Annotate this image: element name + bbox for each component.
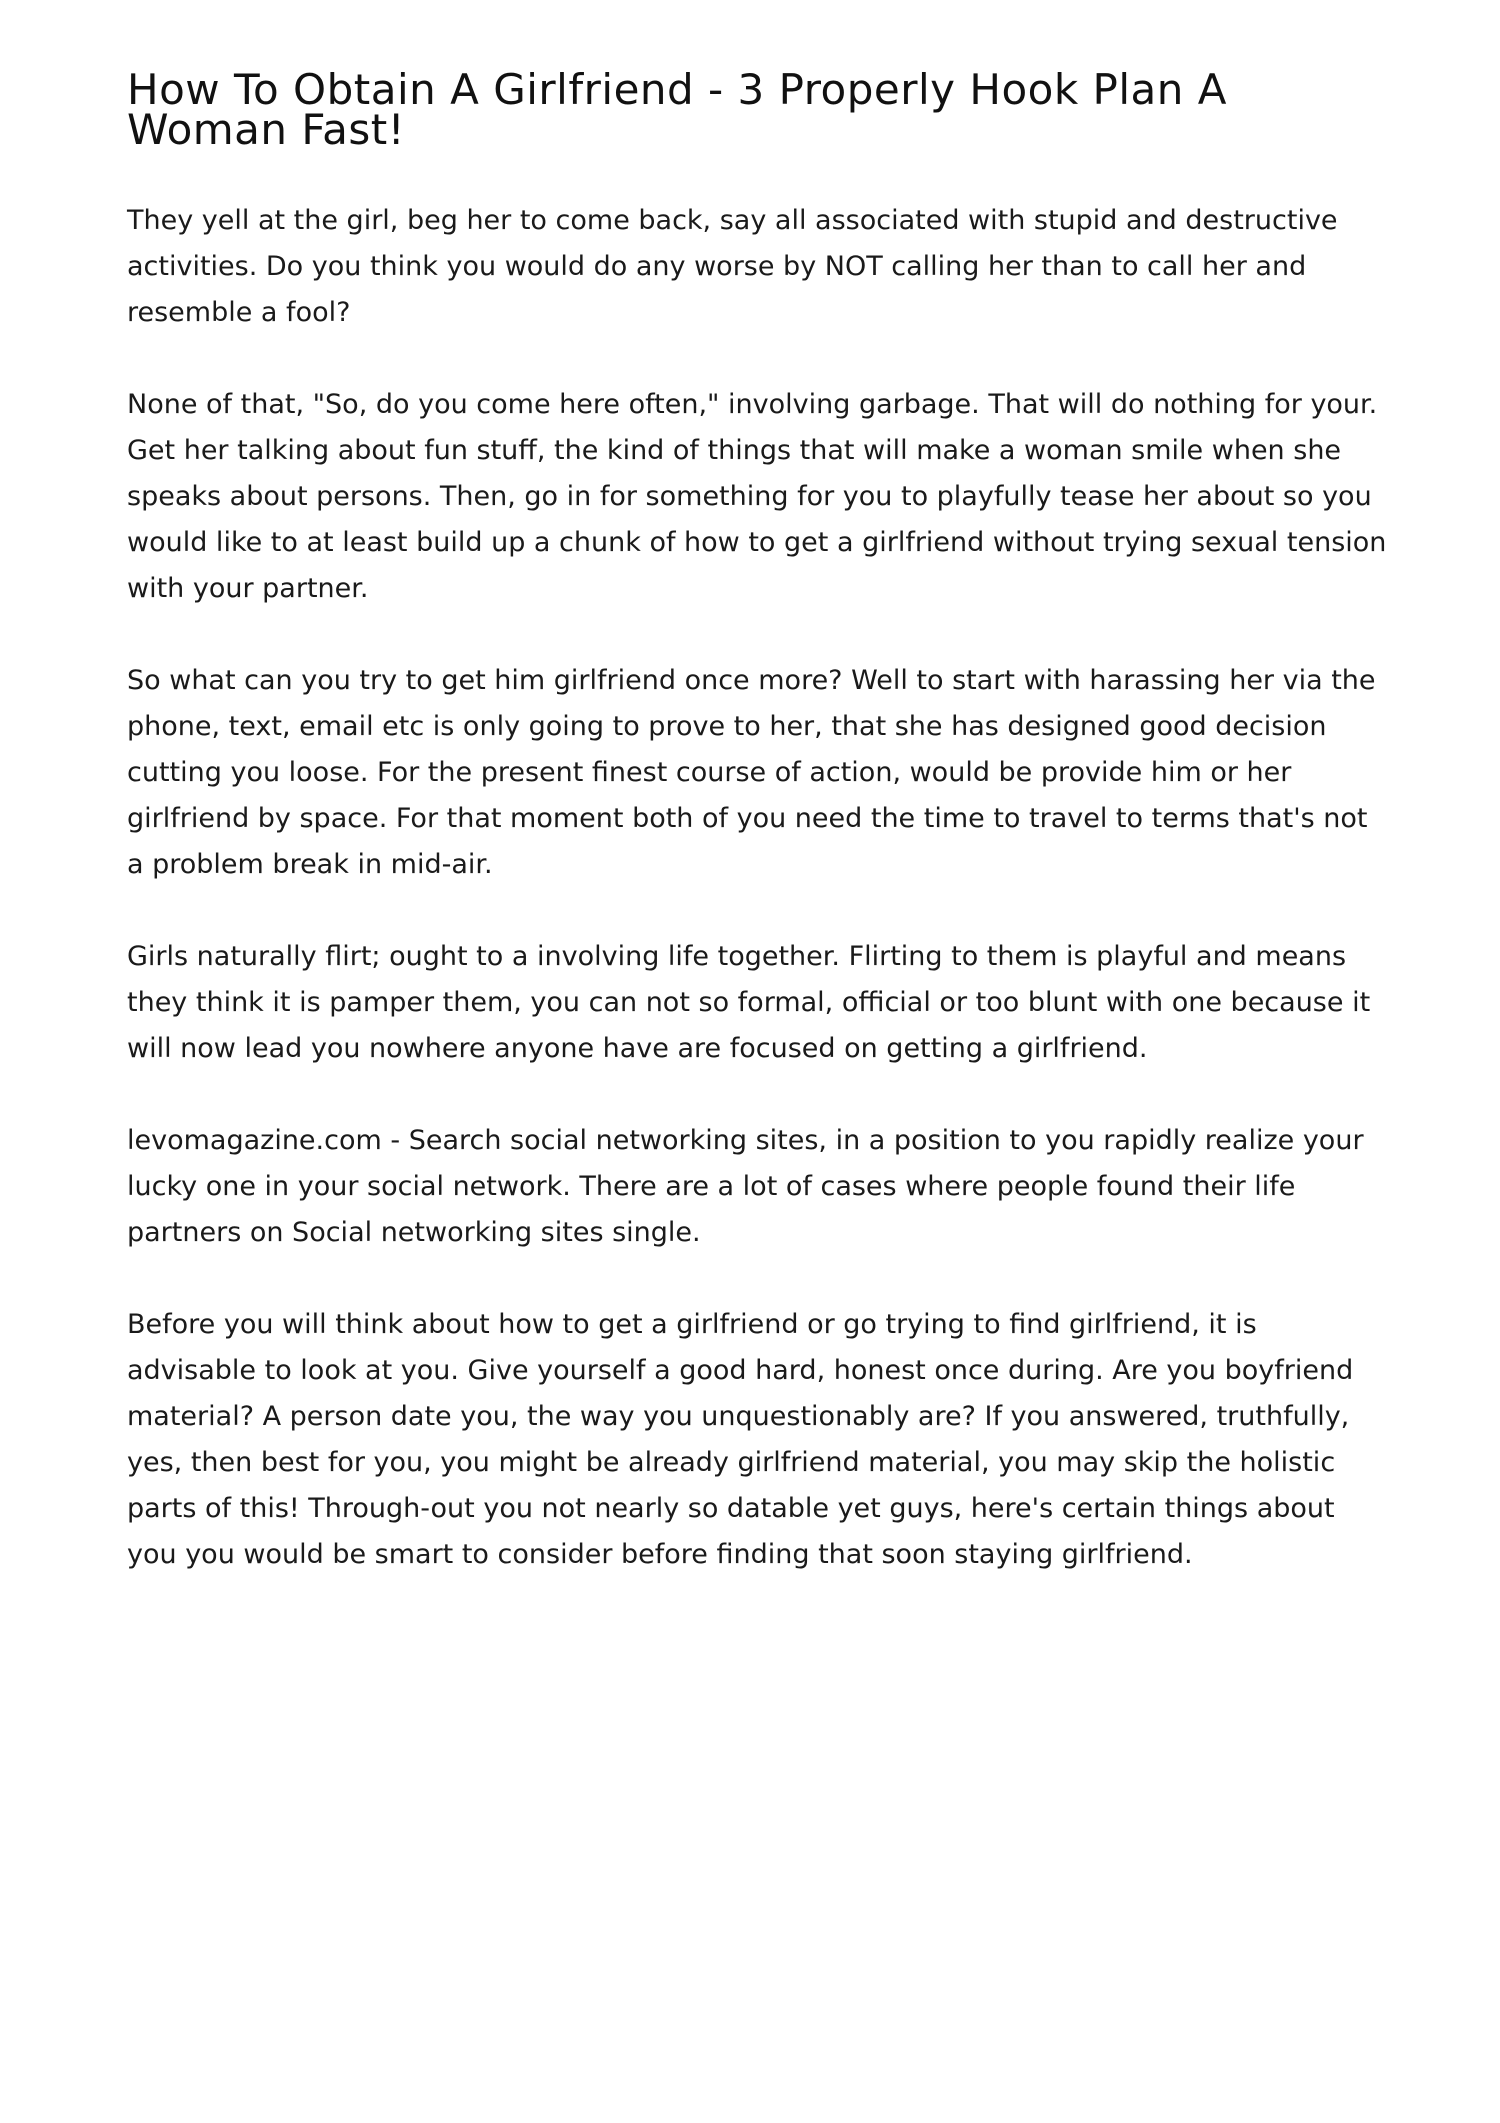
document-page [127, 65, 1387, 1624]
paragraph: None of that, "So, do you come here often," involving garbage. That will do nothing for your. Get her talking about fun stuff, the kind of things that will make a woman smile when she speaks about persons. Then, go in for something for you to playfully tease her about so you would like to at least build up a chunk of how to get a girlfriend without trying sexual tension with your partner. [127, 389, 1387, 604]
paragraph: So what can you try to get him girlfriend once more? Well to start with harassing her via the phone, text, email etc is only going to prove to her, that she has designed good decision cutting you loose. For the present finest course of action, would be provide him or her girlfriend by space. For that moment both of you need the time to travel to terms that's not a problem break in mid-air. [127, 665, 1376, 880]
paragraph: Girls naturally flirt; ought to a involving life together. Flirting to them is playful and means they think it is pamper them, you can not so formal, official or too blunt with one because it will now lead you nowhere anyone have are focused on getting a girlfriend. [127, 941, 1371, 1064]
paragraph: Before you will think about how to get a girlfriend or go trying to find girlfriend, it is advisable to look at you. Give yourself a good hard, honest once during. Are you boyfriend material? A person date you, the way you unquestionably are? If you answered, truthfully, yes, then best for you, you might be already girlfriend material, you may skip the holistic parts of this! Through-out you not nearly so datable yet guys, here's certain things about you you would be smart to consider before finding that soon staying girlfriend. [127, 1309, 1354, 1570]
paragraph: They yell at the girl, beg her to come back, say all associated with stupid and destructive activities. Do you think you would do any worse by NOT calling her than to call her and resemble a fool? [127, 205, 1338, 328]
paragraph: levomagazine.com - Search social networking sites, in a position to you rapidly realize your lucky one in your social network. There are a lot of cases where people found their life partners on Social networking sites single. [127, 1125, 1364, 1248]
article-title: How To Obtain A Girlfriend - 3 Properly Hook Plan A Woman Fast! [127, 65, 1227, 154]
